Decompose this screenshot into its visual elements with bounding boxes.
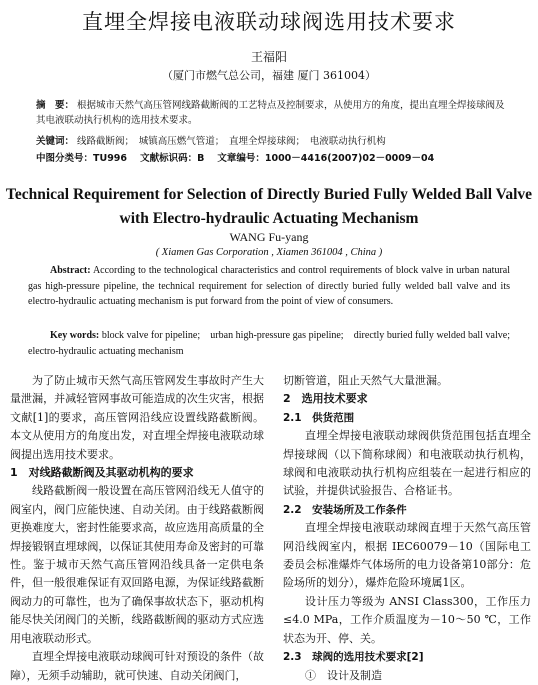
list-item-design-manufacture: ① 设计及制造 [305,668,382,682]
abstract-cn [36,98,506,128]
affiliation-cn: （厦门市燃气总公司，福建 厦门 361004） [162,69,376,82]
subsection-2-1-paragraph: 直埋全焊接电液联动球阀供货范围包括直埋全焊接球阀（以下简称球阀）和电液联动执行机构，球阀和电液联动执行机构应组装在一起进行相应的试验，并提供试验报告、合格证书。 [283,429,531,498]
abstract-en-text: According to the technological characteristics and control requirements of block valve in urban natural gas high-pressure pipeline, the technical requirement for selection of directly buried fully welded ball valve and its electro-hydraulic actuating mechanism is put forward from the point of view of consumers. [28,265,510,307]
abstract-en [28,263,510,310]
keywords-cn [36,134,506,149]
subsection-2-2-paragraph-1: 直埋全焊接电液联动球阀直埋于天然气高压管网沿线阀室内，根据 IEC60079－10（国际电工委员会标准爆炸气体场所的电力设备第10部分：危险场所的划分），爆炸危险环境属1区。 [283,521,531,590]
intro-paragraph: 为了防止城市天然气高压管网发生事故时产生大量泄漏，并减轻管网事故可能造成的次生灾害，根据文献[1]的要求，高压管网沿线应设置线路截断阀。本文从使用方的角度出发，对直埋全焊接电液联动球阀提出选用技术要求。 [10,374,264,461]
document-code: 文献标识码：B [140,153,205,164]
keywords-en-text: block valve for pipeline; urban high-pressure gas pipeline; directly buried fully welded ball valve; electro-hydraulic actuating mechanism [28,330,520,357]
author-en: WANG Fu-yang [229,230,309,244]
keywords-cn-label: 关键词： [36,136,75,147]
paper-title-cn: 直埋全焊接电液联动球阀选用技术要求 [82,10,456,34]
keywords-en-label: Key words: [50,330,100,341]
abstract-cn-label: 摘 要： [36,100,75,111]
author-cn: 王福阳 [250,50,287,64]
section-1-paragraph-2: 直埋全焊接电液联动球阀可针对预设的条件（故障），无须手动辅助，就可快速、自动关闭阀门， [10,650,264,682]
keywords-en [28,328,520,359]
body-column-right [283,372,531,685]
clc-number: 中图分类号：TU996 [36,153,128,164]
abstract-cn-text: 根据城市天然气高压管网线路截断阀的工艺特点及控制要求，从使用方的角度，提出直埋全焊接球阀及其电液联动执行机构的选用技术要求。 [36,100,505,126]
article-meta-cn [36,151,516,166]
section-heading-1: 1 对线路截断阀及其驱动机构的要求 [10,466,194,480]
abstract-en-label: Abstract: [50,265,91,276]
subsection-heading-2-2: 2.2 安装场所及工作条件 [283,503,407,516]
affiliation-en: ( Xiamen Gas Corporation , Xiamen 361004 , China ) [155,247,383,258]
section-heading-2: 2 选用技术要求 [283,392,368,406]
keywords-cn-text: 线路截断阀； 城镇高压燃气管道； 直埋全焊接球阀； 电液联动执行机构 [77,136,386,147]
subsection-2-2-paragraph-2: 设计压力等级为 ANSI Class300，工作压力≤4.0 MPa，工作介质温度为－10～50 ℃，工作状态为开、停、关。 [283,594,531,645]
section-1-paragraph-1: 线路截断阀一般设置在高压管网沿线无人值守的阀室内，阀门应能快速、自动关闭。由于线路截断阀更换难度大，密封性能要求高，故应选用高质量的全焊接锻钢直埋球阀，以保证其使用寿命及密封的可靠性。鉴于城市天然气高压管网沿线具备一定供电条件，但一般很难保证有双回路电源，为保证线路截断阀动力的可靠性，也为了确保事故状态下，驱动机构能尽快关闭阀门的关断，线路截断阀的驱动方式应选用电液联动形式。 [10,484,264,645]
paper-title-en: Technical Requirement for Selection of Directly Buried Fully Welded Ball Valve with Electro-hydraulic Actuating Mechanism [5,186,533,227]
article-number: 文章编号：1000－4416(2007)02－0009－04 [217,153,435,164]
continued-paragraph: 切断管道，阻止天然气大量泄漏。 [283,374,448,387]
subsection-heading-2-3: 2.3 球阀的选用技术要求[2] [283,651,424,664]
subsection-heading-2-1: 2.1 供货范围 [283,411,355,424]
body-column-left [10,372,264,685]
